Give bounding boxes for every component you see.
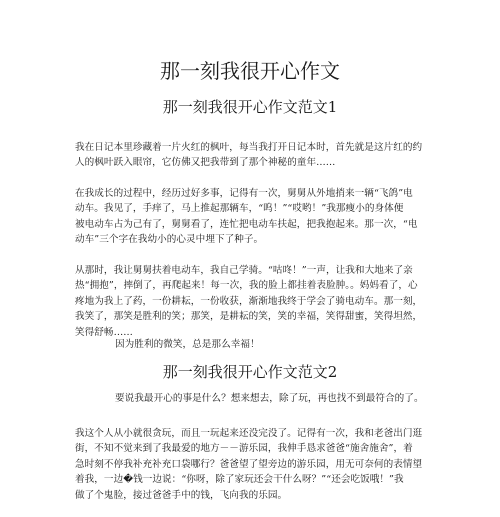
section-2-heading: 那一刻我很开心作文范文2 [162, 363, 338, 381]
text-line: 街，不知不觉来到了我最爱的地方－－游乐园，我伸手恳求爸爸“施舍施舍”，着 [75, 443, 413, 455]
text-line: 我在日记本里珍藏着一片火红的枫叶，每当我打开日记本时，首先就是这片红的约 [75, 142, 423, 153]
text-line: 要说我最开心的事是什么？想来想去，除了玩，再也找不到最符合的了。 [115, 393, 424, 404]
text-line: 人的枫叶跃入眼帘，它仿佛又把我带到了那个神秘的童年…… [75, 157, 336, 169]
section-1-paragraph-3 [75, 263, 435, 340]
text-line: 因为胜利的微笑，总是那么幸福！ [115, 339, 260, 350]
section-1-paragraph-1 [75, 140, 435, 171]
section-1-heading: 那一刻我很开心作文范文1 [162, 98, 338, 116]
text-line: 热“拥抱”，摔倒了，再爬起来！每一次，我的脸上都挂着表脸肿。。妈妈看了，心 [75, 280, 418, 292]
document-title: 那一刻我很开心作文 [160, 59, 340, 83]
text-line: 动车”三个字在我幼小的心灵中埋下了种子。 [75, 234, 264, 246]
text-line: 着我，一边�钱一边说：“你呀，除了家玩还会干什么呀？”“还会吃饭哦！”我 [75, 474, 404, 486]
section-1-paragraph-2 [75, 186, 435, 248]
text-line: 动车。我见了，手痒了，马上推起那辆车，“呜！”“哎哟！”我那瘦小的身体便 [75, 203, 404, 215]
text-line: 我笑了，那笑是胜利的笑；那笑，是耕耘的笑，笑的幸福，笑得甜蜜，笑得坦然， [75, 311, 423, 323]
section-2-paragraph-1 [75, 391, 435, 406]
text-line: 被电动车占为己有了，舅舅看了，连忙把电动车扶起，把我抱起来。那一次，“电 [75, 218, 418, 230]
text-line: 笑得舒畅…… [75, 326, 133, 338]
text-line: 从那时，我让舅舅扶着电动车，我自己学骑。“咕咚！”一声，让我和大地来了亲 [75, 265, 413, 276]
text-line: 做了个鬼脸，接过爸爸手中的钱，飞向我的乐园。 [75, 489, 288, 501]
text-line: 疼地为我上了药，一份耕耘，一份收获，渐渐地我终于学会了骑电动车。那一刻， [75, 295, 423, 307]
section-1-paragraph-4 [75, 337, 435, 352]
text-line: 我这个人从小就很贪玩，而且一玩起来还没完没了。记得有一次，我和老爸出门逛 [75, 428, 423, 439]
text-line: 急时刻不停我补充补充口袋哪行？爸爸望了望旁边的游乐园，用无可奈何的表情望 [75, 458, 423, 470]
section-2-paragraph-2 [75, 426, 435, 503]
text-line: 在我成长的过程中，经历过好多事，记得有一次，舅舅从外地捎来一辆“飞鸽”电 [75, 188, 413, 199]
